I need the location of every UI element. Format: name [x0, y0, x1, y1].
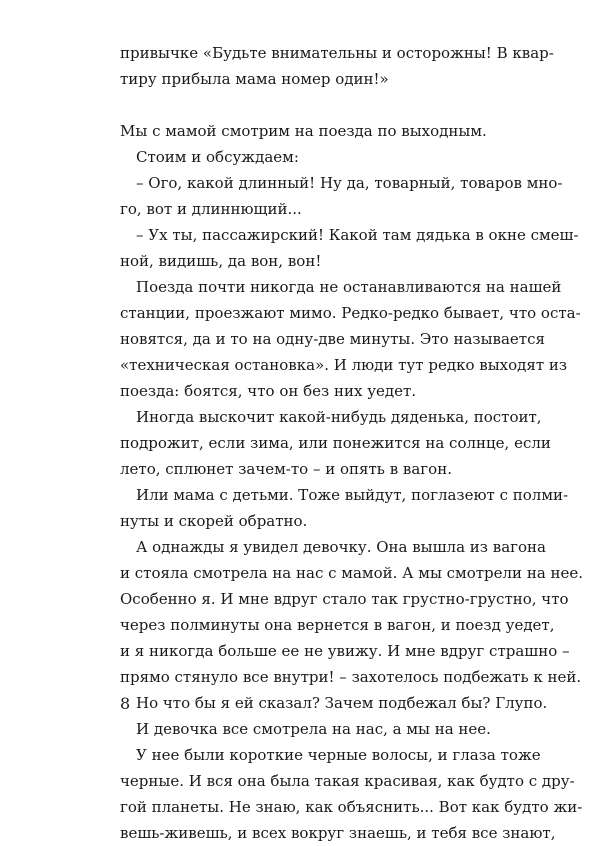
text-line: го, вот и длиннющий... [120, 200, 302, 218]
text-line: вешь-живешь, и всех вокруг знаешь, и тебя все знают, [120, 824, 556, 842]
paragraph-top [120, 40, 554, 92]
text-line: гой планеты. Не знаю, как объяснить... Вот как будто жи- [120, 798, 583, 816]
text-line: Мы с мамой смотрим на поезда по выходным. [120, 122, 487, 140]
text-line: Но что бы я ей сказал? Зачем подбежал бы? Глупо. [136, 694, 548, 712]
paragraph-gap [120, 92, 525, 118]
book-page [120, 40, 584, 846]
text-line: новятся, да и то на одну-две минуты. Это называется [120, 330, 545, 348]
text-line: А однажды я увидел девочку. Она вышла из вагона [136, 538, 546, 556]
text-line: У нее были короткие черные волосы, и глаза тоже [136, 746, 541, 764]
text-line: И девочка все смотрела на нас, а мы на нее. [136, 720, 491, 738]
text-line: лето, сплюнет зачем-то – и опять в вагон. [120, 460, 452, 478]
text-line: ной, видишь, да вон, вон! [120, 252, 322, 270]
text-line: – Ух ты, пассажирский! Какой там дядька в окне смеш- [136, 226, 579, 244]
text-line: привычке «Будьте внимательны и осторожны! В квар- [120, 44, 554, 62]
text-line: подрожит, если зима, или понежится на солнце, если [120, 434, 551, 452]
text-line: поезда: боятся, что он без них уедет. [120, 382, 417, 400]
text-line: и стояла смотрела на нас с мамой. А мы смотрели на нее. [120, 564, 584, 582]
text-line: черные. И вся она была такая красивая, как будто с дру- [120, 772, 575, 790]
text-line: Поезда почти никогда не останавливаются на нашей [136, 278, 562, 296]
text-line: Иногда выскочит какой-нибудь дяденька, постоит, [136, 408, 542, 426]
text-line: – Ого, какой длинный! Ну да, товарный, товаров мно- [136, 174, 563, 192]
text-line: станции, проезжают мимо. Редко-редко бывает, что оста- [120, 304, 581, 322]
text-line: Стоим и обсуждаем: [136, 148, 299, 166]
text-line: Или мама с детьми. Тоже выйдут, поглазеют с полми- [136, 486, 569, 504]
text-line: нуты и скорей обратно. [120, 512, 308, 530]
page-number: 8 [120, 694, 131, 713]
text-line: и я никогда больше ее не увижу. И мне вдруг страшно – [120, 642, 570, 660]
text-line: Особенно я. И мне вдруг стало так грустно-грустно, что [120, 590, 569, 608]
text-line: через полминуты она вернется в вагон, и поезд уедет, [120, 616, 555, 634]
main-text [120, 118, 584, 846]
text-line: прямо стянуло все внутри! – захотелось подбежать к ней. [120, 668, 582, 686]
text-line: тиру прибыла мама номер один!» [120, 70, 389, 88]
text-line: «техническая остановка». И люди тут редко выходят из [120, 356, 568, 374]
